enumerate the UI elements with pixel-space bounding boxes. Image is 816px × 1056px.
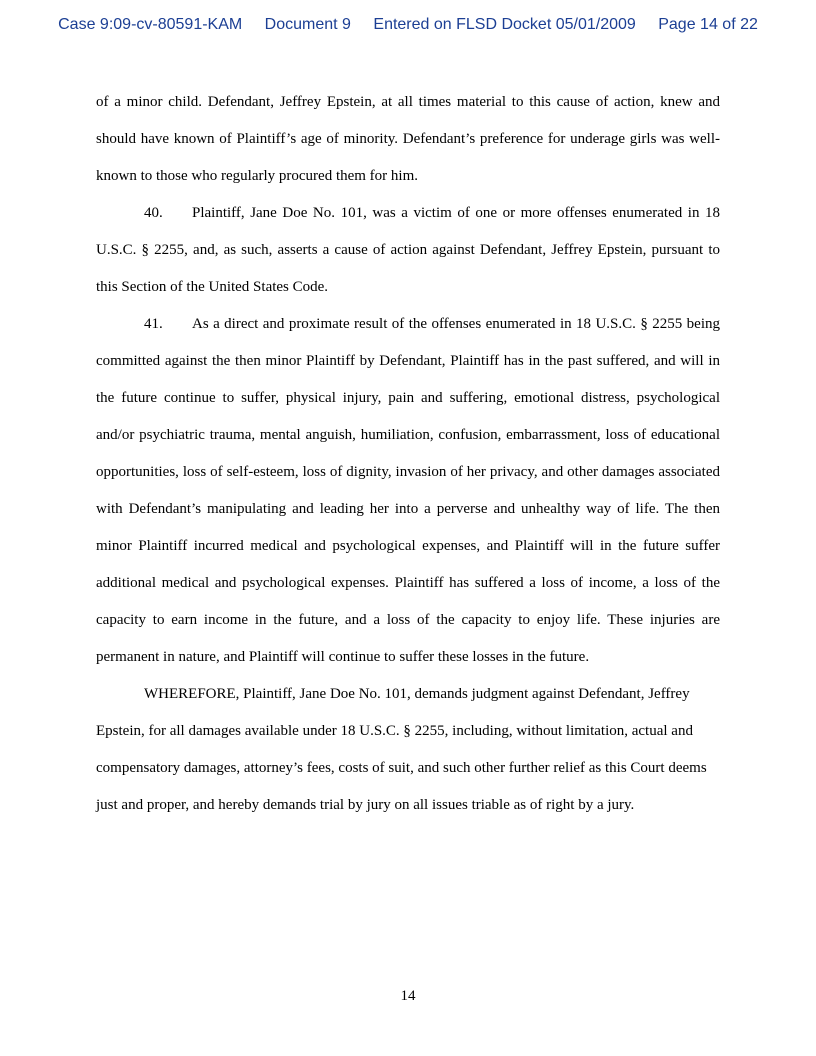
paragraph-continuation: of a minor child. Defendant, Jeffrey Epstein, at all times material to this cause of action, knew and should have known of Plaintiff’s age of minority. Defendant’s preference for underage girls was well-known to those who regularly procured them for him. xyxy=(96,94,720,184)
paragraph-41-text: As a direct and proximate result of the offenses enumerated in 18 U.S.C. § 2255 being committed against the then minor Plaintiff by Defendant, Plaintiff has in the past suffered, and will in the future continue to suffer, physical injury, pain and suffering, emotional distress, psychological and/or psychiatric trauma, mental anguish, humiliation, confusion, embarrassment, loss of educational opportunities, loss of self-esteem, loss of dignity, invasion of her privacy, and other damages associated with Defendant’s manipulating and leading her into a perverse and unhealthy way of life. The then minor Plaintiff incurred medical and psychological expenses, and Plaintiff will in the future suffer additional medical and psychological expenses. Plaintiff has suffered a loss of income, a loss of the capacity to earn income in the future, and a loss of the capacity to enjoy life. These injuries are permanent in nature, and Plaintiff will continue to suffer these losses in the future. xyxy=(96,316,720,665)
paragraph-41 xyxy=(96,306,720,676)
paragraph-40 xyxy=(96,195,720,306)
paragraph-40-number: 40. xyxy=(144,205,163,221)
paragraph-41-number: 41. xyxy=(144,316,163,332)
document-number: Document 9 xyxy=(264,16,351,33)
paragraph-40-text: Plaintiff, Jane Doe No. 101, was a victim of one or more offenses enumerated in 18 U.S.C. § 2255, and, as such, asserts a cause of action against Defendant, Jeffrey Epstein, pursuant to this Section of the United States Code. xyxy=(96,205,720,295)
case-number: Case 9:09-cv-80591-KAM xyxy=(58,16,243,33)
page-count: Page 14 of 22 xyxy=(658,16,758,33)
wherefore-clause xyxy=(96,676,720,824)
docket-entry-date: Entered on FLSD Docket 05/01/2009 xyxy=(373,16,636,33)
page-number: 14 xyxy=(400,988,416,1004)
wherefore-text: WHEREFORE, Plaintiff, Jane Doe No. 101, demands judgment against Defendant, Jeffrey Epstein, for all damages available under 18 U.S.C. § 2255, including, without limitation, actual and compensatory damages, attorney’s fees, costs of suit, and such other further relief as this Court deems just and proper, and hereby demands trial by jury on all issues triable as of right by a jury. xyxy=(96,686,707,813)
document-body xyxy=(96,84,720,824)
docket-header xyxy=(0,16,816,34)
